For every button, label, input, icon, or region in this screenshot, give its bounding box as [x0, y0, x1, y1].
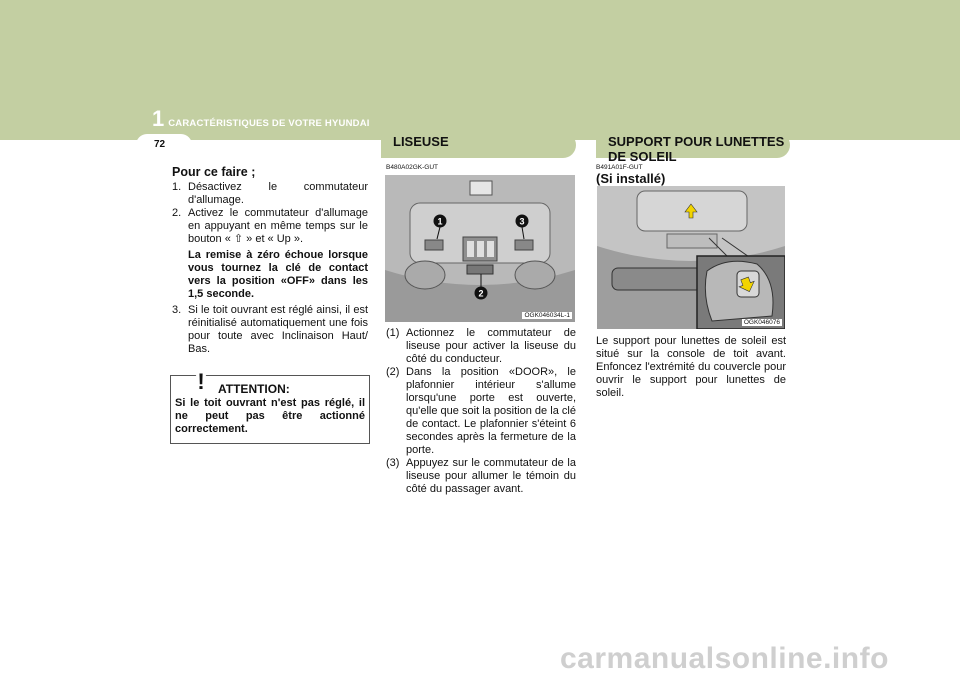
watermark: carmanualsonline.info	[560, 642, 889, 675]
figure-overhead-console	[385, 175, 575, 322]
figure-code: OGK046076	[743, 319, 780, 326]
column-3	[596, 335, 786, 400]
lead-text: Pour ce faire ;	[172, 165, 256, 179]
subtitle: (Si installé)	[596, 171, 666, 186]
sunglasses-holder-illustration	[597, 186, 785, 329]
figure-code: OGK046034L-1	[524, 312, 570, 319]
list-item: (3) Appuyez sur le commutateur de la liseuse pour allumer le témoin du côté du passager avant.	[386, 457, 576, 495]
chapter-title: CARACTÉRISTIQUES DE VOTRE HYUNDAI	[168, 118, 370, 129]
column-1	[172, 166, 368, 356]
callout-2: 2	[478, 288, 484, 299]
section-header-liseuse: LISEUSE	[381, 132, 576, 158]
warning-box	[170, 369, 370, 444]
section-header-support-lunettes: SUPPORT POUR LUNETTES DE SOLEIL	[596, 132, 790, 158]
list-item: (1) Actionnez le commutateur de liseuse pour activer la liseuse du côté du conducteur.	[386, 327, 576, 365]
figure-sunglasses-holder	[597, 186, 785, 329]
list-item: (2) Dans la position «DOOR», le plafonnier intérieur s'allume lorsqu'une porte est ouverte, qu'elle que soit la position de la clé de contact. Le plafonnier s'éteint 6 secondes après la fermeture de la porte.	[386, 366, 576, 456]
warning-icon	[187, 366, 215, 394]
body-text: Le support pour lunettes de soleil est situé sur la console de toit avant. Enfoncez l'extrémité du couvercle pour ouvrir le support pour lunettes de soleil.	[596, 335, 786, 399]
page-number: 72	[136, 134, 192, 156]
callout-3: 3	[519, 216, 525, 227]
chapter-number: 1	[152, 106, 165, 131]
callout-1: 1	[437, 216, 443, 227]
svg-text:!: !	[197, 369, 205, 394]
item-bold-note: La remise à zéro échoue lorsque vous tournez la clé de contact vers la position «OFF» dans les 1,5 seconde.	[188, 249, 368, 300]
section-code: B491A01F-GUT	[596, 164, 643, 171]
header-band	[0, 0, 960, 140]
list-item: 2. Activez le commutateur d'allumage en appuyant en même temps sur le bouton « ⇧ » et « Up ». La remise à zéro échoue lorsque vous tournez la clé de contact vers la position «OFF» dans les 1,5 seconde.	[172, 207, 368, 300]
list-item: 3. Si le toit ouvrant est réglé ainsi, il est réinitialisé automatiquement une fois pour toute avec Inclinaison Haut/ Bas.	[172, 304, 368, 355]
chapter-heading	[152, 106, 370, 132]
column-2	[386, 327, 576, 496]
warning-text: Si le toit ouvrant n'est pas réglé, il ne peut pas être actionné correctement.	[175, 397, 365, 435]
section-code: B480A02GK-GUT	[386, 164, 439, 171]
overhead-console-illustration	[385, 175, 575, 322]
item-text: Activez le commutateur d'allumage en appuyant en même temps sur le bouton « ⇧ » et « Up ».	[188, 207, 368, 245]
warning-title: ATTENTION:	[218, 382, 290, 396]
list-item: 1. Désactivez le commutateur d'allumage.	[172, 181, 368, 206]
